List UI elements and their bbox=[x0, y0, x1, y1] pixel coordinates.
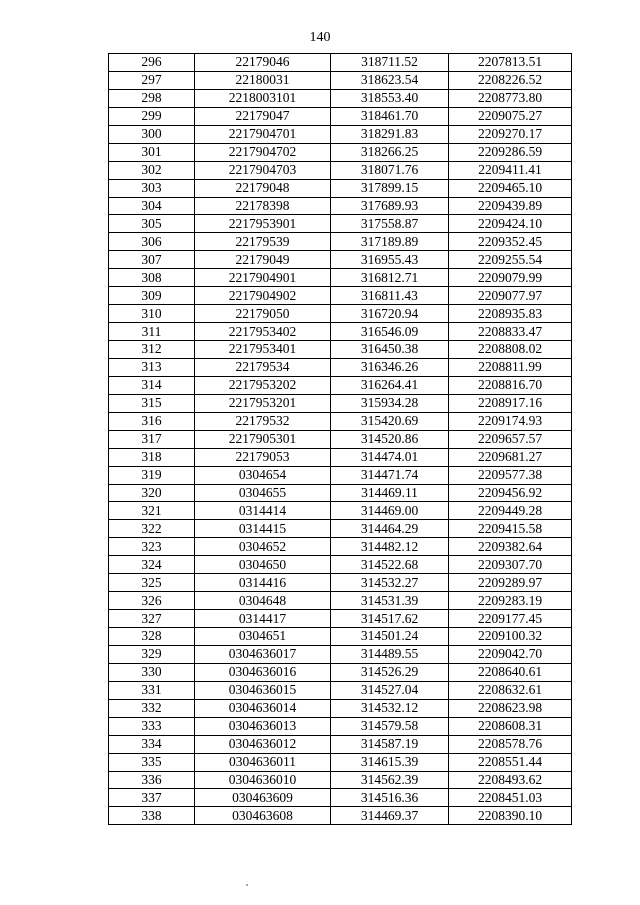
y-coordinate-cell: 2208451.03 bbox=[449, 789, 572, 807]
y-coordinate-cell: 2209577.38 bbox=[449, 466, 572, 484]
coordinates-table-body bbox=[109, 54, 572, 825]
table-row bbox=[109, 394, 572, 412]
point-number-cell: 318 bbox=[109, 448, 195, 466]
point-number-cell: 329 bbox=[109, 645, 195, 663]
y-coordinate-cell: 2208578.76 bbox=[449, 735, 572, 753]
point-number-cell: 305 bbox=[109, 215, 195, 233]
y-coordinate-cell: 2209382.64 bbox=[449, 538, 572, 556]
y-coordinate-cell: 2209079.99 bbox=[449, 269, 572, 287]
y-coordinate-cell: 2209411.41 bbox=[449, 161, 572, 179]
table-row bbox=[109, 502, 572, 520]
table-row bbox=[109, 610, 572, 628]
point-number-cell: 299 bbox=[109, 107, 195, 125]
table-row bbox=[109, 556, 572, 574]
point-id-cell: 0314416 bbox=[195, 574, 331, 592]
point-id-cell: 22179534 bbox=[195, 358, 331, 376]
table-row bbox=[109, 251, 572, 269]
x-coordinate-cell: 316546.09 bbox=[331, 323, 449, 341]
point-number-cell: 332 bbox=[109, 699, 195, 717]
point-id-cell: 0304636012 bbox=[195, 735, 331, 753]
point-number-cell: 313 bbox=[109, 358, 195, 376]
point-id-cell: 0304655 bbox=[195, 484, 331, 502]
point-id-cell: 22179049 bbox=[195, 251, 331, 269]
point-number-cell: 303 bbox=[109, 179, 195, 197]
x-coordinate-cell: 314531.39 bbox=[331, 592, 449, 610]
point-id-cell: 0304636015 bbox=[195, 681, 331, 699]
point-id-cell: 2217904703 bbox=[195, 161, 331, 179]
x-coordinate-cell: 316955.43 bbox=[331, 251, 449, 269]
point-number-cell: 311 bbox=[109, 323, 195, 341]
table-row bbox=[109, 412, 572, 430]
point-id-cell: 22180031 bbox=[195, 71, 331, 89]
page-number: 140 bbox=[309, 30, 331, 45]
table-row bbox=[109, 287, 572, 305]
point-number-cell: 328 bbox=[109, 628, 195, 646]
x-coordinate-cell: 314469.11 bbox=[331, 484, 449, 502]
y-coordinate-cell: 2209255.54 bbox=[449, 251, 572, 269]
y-coordinate-cell: 2209174.93 bbox=[449, 412, 572, 430]
table-row bbox=[109, 520, 572, 538]
table-row bbox=[109, 143, 572, 161]
point-number-cell: 319 bbox=[109, 466, 195, 484]
table-row bbox=[109, 753, 572, 771]
y-coordinate-cell: 2209439.89 bbox=[449, 197, 572, 215]
y-coordinate-cell: 2208390.10 bbox=[449, 807, 572, 825]
point-id-cell: 0304654 bbox=[195, 466, 331, 484]
y-coordinate-cell: 2209177.45 bbox=[449, 610, 572, 628]
point-id-cell: 0304636010 bbox=[195, 771, 331, 789]
x-coordinate-cell: 316450.38 bbox=[331, 341, 449, 359]
table-row bbox=[109, 681, 572, 699]
point-id-cell: 2217904701 bbox=[195, 125, 331, 143]
point-number-cell: 300 bbox=[109, 125, 195, 143]
table-row bbox=[109, 717, 572, 735]
point-id-cell: 030463608 bbox=[195, 807, 331, 825]
x-coordinate-cell: 314501.24 bbox=[331, 628, 449, 646]
y-coordinate-cell: 2209042.70 bbox=[449, 645, 572, 663]
x-coordinate-cell: 316812.71 bbox=[331, 269, 449, 287]
y-coordinate-cell: 2209456.92 bbox=[449, 484, 572, 502]
table-row bbox=[109, 663, 572, 681]
x-coordinate-cell: 318553.40 bbox=[331, 89, 449, 107]
point-number-cell: 337 bbox=[109, 789, 195, 807]
x-coordinate-cell: 318071.76 bbox=[331, 161, 449, 179]
y-coordinate-cell: 2209289.97 bbox=[449, 574, 572, 592]
scan-speck bbox=[246, 884, 248, 886]
point-number-cell: 322 bbox=[109, 520, 195, 538]
y-coordinate-cell: 2208493.62 bbox=[449, 771, 572, 789]
y-coordinate-cell: 2208623.98 bbox=[449, 699, 572, 717]
point-number-cell: 333 bbox=[109, 717, 195, 735]
point-number-cell: 297 bbox=[109, 71, 195, 89]
table-row bbox=[109, 161, 572, 179]
y-coordinate-cell: 2208608.31 bbox=[449, 717, 572, 735]
point-id-cell: 22179539 bbox=[195, 233, 331, 251]
x-coordinate-cell: 314474.01 bbox=[331, 448, 449, 466]
point-number-cell: 330 bbox=[109, 663, 195, 681]
x-coordinate-cell: 318461.70 bbox=[331, 107, 449, 125]
x-coordinate-cell: 318266.25 bbox=[331, 143, 449, 161]
y-coordinate-cell: 2208773.80 bbox=[449, 89, 572, 107]
table-row bbox=[109, 448, 572, 466]
table-row bbox=[109, 376, 572, 394]
x-coordinate-cell: 314464.29 bbox=[331, 520, 449, 538]
point-id-cell: 0304651 bbox=[195, 628, 331, 646]
point-id-cell: 0304636013 bbox=[195, 717, 331, 735]
table-row bbox=[109, 54, 572, 72]
point-number-cell: 316 bbox=[109, 412, 195, 430]
y-coordinate-cell: 2209075.27 bbox=[449, 107, 572, 125]
y-coordinate-cell: 2209465.10 bbox=[449, 179, 572, 197]
point-number-cell: 327 bbox=[109, 610, 195, 628]
x-coordinate-cell: 314471.74 bbox=[331, 466, 449, 484]
point-id-cell: 2217904702 bbox=[195, 143, 331, 161]
point-number-cell: 320 bbox=[109, 484, 195, 502]
point-number-cell: 335 bbox=[109, 753, 195, 771]
point-number-cell: 310 bbox=[109, 305, 195, 323]
table-row bbox=[109, 771, 572, 789]
point-id-cell: 2217953901 bbox=[195, 215, 331, 233]
point-number-cell: 331 bbox=[109, 681, 195, 699]
x-coordinate-cell: 314532.27 bbox=[331, 574, 449, 592]
table-row bbox=[109, 179, 572, 197]
point-number-cell: 296 bbox=[109, 54, 195, 72]
x-coordinate-cell: 318291.83 bbox=[331, 125, 449, 143]
point-id-cell: 2217905301 bbox=[195, 430, 331, 448]
y-coordinate-cell: 2209415.58 bbox=[449, 520, 572, 538]
y-coordinate-cell: 2208816.70 bbox=[449, 376, 572, 394]
point-id-cell: 0304650 bbox=[195, 556, 331, 574]
table-row bbox=[109, 341, 572, 359]
y-coordinate-cell: 2209307.70 bbox=[449, 556, 572, 574]
table-row bbox=[109, 574, 572, 592]
point-id-cell: 2218003101 bbox=[195, 89, 331, 107]
x-coordinate-cell: 314482.12 bbox=[331, 538, 449, 556]
point-id-cell: 22179053 bbox=[195, 448, 331, 466]
table-row bbox=[109, 197, 572, 215]
x-coordinate-cell: 314587.19 bbox=[331, 735, 449, 753]
table-row bbox=[109, 269, 572, 287]
point-number-cell: 312 bbox=[109, 341, 195, 359]
point-number-cell: 323 bbox=[109, 538, 195, 556]
point-id-cell: 2217953402 bbox=[195, 323, 331, 341]
y-coordinate-cell: 2209286.59 bbox=[449, 143, 572, 161]
table-row bbox=[109, 466, 572, 484]
y-coordinate-cell: 2209352.45 bbox=[449, 233, 572, 251]
point-id-cell: 0304652 bbox=[195, 538, 331, 556]
point-number-cell: 315 bbox=[109, 394, 195, 412]
point-number-cell: 326 bbox=[109, 592, 195, 610]
point-number-cell: 302 bbox=[109, 161, 195, 179]
point-id-cell: 22179046 bbox=[195, 54, 331, 72]
y-coordinate-cell: 2208833.47 bbox=[449, 323, 572, 341]
y-coordinate-cell: 2208226.52 bbox=[449, 71, 572, 89]
point-id-cell: 0304636011 bbox=[195, 753, 331, 771]
point-id-cell: 0304636017 bbox=[195, 645, 331, 663]
x-coordinate-cell: 314469.00 bbox=[331, 502, 449, 520]
point-number-cell: 336 bbox=[109, 771, 195, 789]
point-id-cell: 22179532 bbox=[195, 412, 331, 430]
y-coordinate-cell: 2209100.32 bbox=[449, 628, 572, 646]
x-coordinate-cell: 317899.15 bbox=[331, 179, 449, 197]
y-coordinate-cell: 2209449.28 bbox=[449, 502, 572, 520]
point-number-cell: 338 bbox=[109, 807, 195, 825]
y-coordinate-cell: 2208551.44 bbox=[449, 753, 572, 771]
table-row bbox=[109, 107, 572, 125]
point-id-cell: 22179048 bbox=[195, 179, 331, 197]
table-row bbox=[109, 699, 572, 717]
x-coordinate-cell: 318623.54 bbox=[331, 71, 449, 89]
point-id-cell: 2217953201 bbox=[195, 394, 331, 412]
y-coordinate-cell: 2209270.17 bbox=[449, 125, 572, 143]
x-coordinate-cell: 315420.69 bbox=[331, 412, 449, 430]
point-id-cell: 030463609 bbox=[195, 789, 331, 807]
point-number-cell: 306 bbox=[109, 233, 195, 251]
point-id-cell: 2217953202 bbox=[195, 376, 331, 394]
x-coordinate-cell: 314526.29 bbox=[331, 663, 449, 681]
point-number-cell: 307 bbox=[109, 251, 195, 269]
x-coordinate-cell: 314527.04 bbox=[331, 681, 449, 699]
y-coordinate-cell: 2208632.61 bbox=[449, 681, 572, 699]
x-coordinate-cell: 314517.62 bbox=[331, 610, 449, 628]
y-coordinate-cell: 2208640.61 bbox=[449, 663, 572, 681]
point-number-cell: 325 bbox=[109, 574, 195, 592]
point-number-cell: 309 bbox=[109, 287, 195, 305]
table-row bbox=[109, 628, 572, 646]
y-coordinate-cell: 2208811.99 bbox=[449, 358, 572, 376]
point-number-cell: 304 bbox=[109, 197, 195, 215]
table-row bbox=[109, 645, 572, 663]
table-row bbox=[109, 358, 572, 376]
x-coordinate-cell: 316811.43 bbox=[331, 287, 449, 305]
x-coordinate-cell: 314522.68 bbox=[331, 556, 449, 574]
x-coordinate-cell: 318711.52 bbox=[331, 54, 449, 72]
x-coordinate-cell: 317189.89 bbox=[331, 233, 449, 251]
x-coordinate-cell: 317689.93 bbox=[331, 197, 449, 215]
x-coordinate-cell: 314579.58 bbox=[331, 717, 449, 735]
y-coordinate-cell: 2208935.83 bbox=[449, 305, 572, 323]
y-coordinate-cell: 2209283.19 bbox=[449, 592, 572, 610]
y-coordinate-cell: 2208808.02 bbox=[449, 341, 572, 359]
x-coordinate-cell: 316264.41 bbox=[331, 376, 449, 394]
x-coordinate-cell: 314520.86 bbox=[331, 430, 449, 448]
table-row bbox=[109, 89, 572, 107]
point-number-cell: 298 bbox=[109, 89, 195, 107]
point-number-cell: 317 bbox=[109, 430, 195, 448]
x-coordinate-cell: 314615.39 bbox=[331, 753, 449, 771]
y-coordinate-cell: 2207813.51 bbox=[449, 54, 572, 72]
point-number-cell: 324 bbox=[109, 556, 195, 574]
point-number-cell: 334 bbox=[109, 735, 195, 753]
point-id-cell: 22179050 bbox=[195, 305, 331, 323]
point-number-cell: 308 bbox=[109, 269, 195, 287]
table-row bbox=[109, 71, 572, 89]
x-coordinate-cell: 316346.26 bbox=[331, 358, 449, 376]
table-row bbox=[109, 305, 572, 323]
table-row bbox=[109, 484, 572, 502]
table-row bbox=[109, 430, 572, 448]
table-row bbox=[109, 735, 572, 753]
y-coordinate-cell: 2208917.16 bbox=[449, 394, 572, 412]
x-coordinate-cell: 317558.87 bbox=[331, 215, 449, 233]
point-id-cell: 0314417 bbox=[195, 610, 331, 628]
point-id-cell: 2217904901 bbox=[195, 269, 331, 287]
y-coordinate-cell: 2209681.27 bbox=[449, 448, 572, 466]
point-number-cell: 301 bbox=[109, 143, 195, 161]
point-id-cell: 0304636016 bbox=[195, 663, 331, 681]
table-row bbox=[109, 233, 572, 251]
table-row bbox=[109, 323, 572, 341]
x-coordinate-cell: 314489.55 bbox=[331, 645, 449, 663]
table-row bbox=[109, 125, 572, 143]
point-id-cell: 0314415 bbox=[195, 520, 331, 538]
x-coordinate-cell: 314562.39 bbox=[331, 771, 449, 789]
point-id-cell: 22178398 bbox=[195, 197, 331, 215]
table-row bbox=[109, 538, 572, 556]
coordinates-table bbox=[108, 53, 572, 825]
point-id-cell: 2217904902 bbox=[195, 287, 331, 305]
x-coordinate-cell: 314469.37 bbox=[331, 807, 449, 825]
x-coordinate-cell: 316720.94 bbox=[331, 305, 449, 323]
x-coordinate-cell: 314532.12 bbox=[331, 699, 449, 717]
table-row bbox=[109, 592, 572, 610]
table-row bbox=[109, 789, 572, 807]
table-row bbox=[109, 807, 572, 825]
y-coordinate-cell: 2209657.57 bbox=[449, 430, 572, 448]
point-number-cell: 314 bbox=[109, 376, 195, 394]
point-id-cell: 2217953401 bbox=[195, 341, 331, 359]
x-coordinate-cell: 314516.36 bbox=[331, 789, 449, 807]
point-id-cell: 0304636014 bbox=[195, 699, 331, 717]
point-number-cell: 321 bbox=[109, 502, 195, 520]
table-row bbox=[109, 215, 572, 233]
x-coordinate-cell: 315934.28 bbox=[331, 394, 449, 412]
y-coordinate-cell: 2209424.10 bbox=[449, 215, 572, 233]
point-id-cell: 22179047 bbox=[195, 107, 331, 125]
point-id-cell: 0314414 bbox=[195, 502, 331, 520]
point-id-cell: 0304648 bbox=[195, 592, 331, 610]
y-coordinate-cell: 2209077.97 bbox=[449, 287, 572, 305]
